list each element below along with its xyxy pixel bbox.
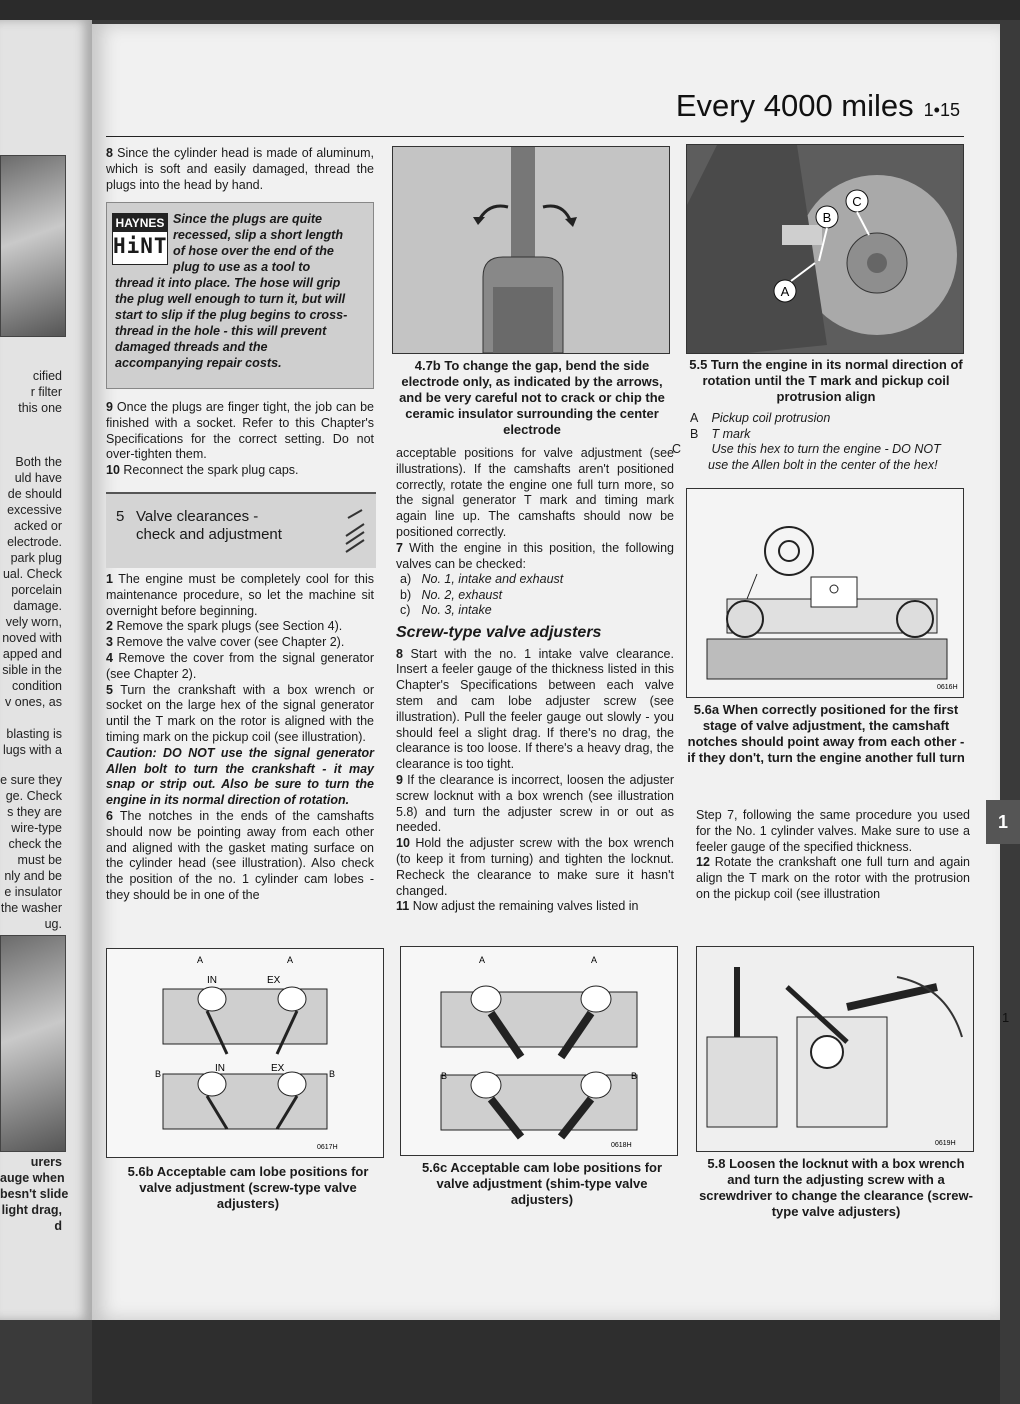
legend-text: Use this hex to turn the engine - DO NOT use the Allen bolt in the center of the hex! bbox=[708, 442, 941, 472]
prev-page-line: de should bbox=[7, 487, 62, 501]
prev-page-line: light drag, bbox=[1, 1203, 62, 1217]
step-number: 1 bbox=[106, 572, 113, 586]
paragraph: Once the plugs are finger tight, the job can be finished with a socket. Refer to this Chapter's Specifications for the correct setting. Do not over-tighten them. bbox=[106, 400, 374, 462]
legend-key: B bbox=[690, 426, 699, 441]
prev-page-line: porcelain bbox=[11, 583, 62, 597]
paragraph: Start with the no. 1 intake valve clearance. Insert a feeler gauge of the thickness listed in this Chapter's Specifications between each valve stem and cam lobe adjuster screw (see illustration). Pull the feeler gauge out slowly - you should feel a slight drag. If there's no drag, the clearance is too loose. If there's a heavy drag, the clearance is too tight. bbox=[396, 646, 674, 772]
paragraph: With the engine in this position, the following valves can be checked: bbox=[396, 540, 674, 571]
locknut-adjustment-illustration bbox=[697, 947, 973, 1151]
hint-line: thread in the hole - this will prevent bbox=[115, 324, 327, 338]
section-heading-box bbox=[106, 492, 376, 568]
hint-line: damaged threads and the bbox=[115, 340, 268, 354]
legend-text: T mark bbox=[711, 426, 751, 441]
figure-5-5-signal-generator bbox=[686, 144, 964, 354]
fig-label: A bbox=[591, 955, 598, 965]
prev-page-line: this one bbox=[18, 401, 62, 415]
prev-page-line: electrode. bbox=[7, 535, 62, 549]
header-rule bbox=[106, 136, 964, 137]
step-number: 12 bbox=[696, 855, 710, 870]
prev-page-line: ge. Check bbox=[5, 789, 62, 803]
prev-page-line: sible in the bbox=[2, 663, 62, 677]
figure-5-8-caption: 5.8 Loosen the locknut with a box wrench and turn the adjusting screw with a screwdriver to change the clearance (screw-type valve adjusters) bbox=[699, 1156, 973, 1219]
figure-5-6c bbox=[400, 946, 678, 1156]
prev-page-line: condition bbox=[11, 679, 62, 693]
prev-page-line: s they are bbox=[7, 805, 62, 819]
list-item: No. 1, intake and exhaust bbox=[421, 572, 564, 587]
prev-text-block-4 bbox=[0, 772, 62, 932]
chapter-tab: 1 bbox=[986, 800, 1020, 844]
page-header bbox=[676, 88, 960, 124]
list-item: No. 3, intake bbox=[421, 603, 492, 618]
paragraph: Step 7, following the same procedure you used for the No. 1 cylinder valves. Make sure to use a feeler gauge of the specified thickness. bbox=[696, 808, 970, 854]
hint-text bbox=[115, 211, 363, 371]
fig-label: IN bbox=[207, 975, 217, 986]
step-number: 9 bbox=[106, 400, 113, 414]
camshaft-diagram bbox=[687, 489, 963, 697]
paragraph: If the clearance is incorrect, loosen the adjuster screw locknut with a box wrench (see illustration 5.8) and turn the adjuster screw in or out as needed. bbox=[396, 773, 674, 835]
hint-line: plug to use as a tool to bbox=[173, 260, 311, 274]
fig-label-a: A bbox=[780, 284, 790, 299]
col1-intro bbox=[106, 146, 374, 193]
step-number: 8 bbox=[106, 146, 113, 160]
figure-5-6a-caption: 5.6a When correctly positioned for the first stage of valve adjustment, the camshaft notches should point away from each other - if they don't, turn the engine another full turn bbox=[687, 702, 965, 765]
figure-5-6b-caption: 5.6b Acceptable cam lobe positions for valve adjustment (screw-type valve adjusters) bbox=[127, 1164, 369, 1211]
hint-line: recessed, slip a short length bbox=[173, 228, 344, 242]
prev-page-line: d bbox=[54, 1219, 62, 1233]
manual-page bbox=[92, 24, 1000, 1320]
fig-label: A bbox=[287, 955, 294, 965]
prev-page-photo-2 bbox=[0, 935, 66, 1152]
scan-border-bottom bbox=[92, 1320, 1000, 1404]
figure-code: 0619H bbox=[935, 1140, 956, 1147]
prev-page-line: e sure they bbox=[0, 773, 62, 787]
hint-badge-bottom: HiNT bbox=[113, 234, 168, 258]
prev-page-line: wire-type bbox=[11, 821, 62, 835]
prev-text-block-1 bbox=[0, 368, 62, 416]
prev-page-line: the washer bbox=[0, 901, 62, 915]
step-number: 7 bbox=[396, 540, 403, 555]
hint-badge-top: HAYNES bbox=[113, 214, 167, 232]
hint-line: the plug well enough to turn it, but will bbox=[115, 292, 346, 306]
figure-code: 0618H bbox=[611, 1142, 632, 1149]
paragraph: The engine must be completely cool for this maintenance procedure, so let the machine sit overnight before beginning. bbox=[106, 572, 374, 618]
haynes-hint-box bbox=[106, 202, 374, 389]
paragraph: acceptable positions for valve adjustment (see illustrations). If the camshafts aren't positioned correctly, rotate the engine one full turn more, so the signal generator T mark and timing mark again line up. The camshafts should now be positioned correctly. bbox=[396, 446, 674, 539]
list-key: a) bbox=[400, 572, 412, 587]
step-number: 10 bbox=[396, 836, 410, 851]
col3-text bbox=[696, 808, 970, 903]
step-number: 6 bbox=[106, 808, 113, 823]
signal-generator-photo bbox=[687, 145, 963, 353]
previous-page-fragment bbox=[0, 20, 92, 1320]
page-title: Every 4000 miles bbox=[675, 88, 914, 123]
step-number: 4 bbox=[106, 650, 113, 665]
figure-5-5-legend bbox=[672, 411, 962, 473]
fig-label: B bbox=[155, 1069, 162, 1079]
fig-label: IN bbox=[215, 1063, 225, 1074]
prev-page-line: acked or bbox=[14, 519, 62, 533]
paragraph: Remove the valve cover (see Chapter 2). bbox=[116, 635, 345, 650]
hint-line: of hose over the end of the bbox=[173, 244, 334, 258]
prev-page-line: r filter bbox=[30, 385, 62, 399]
prev-page-line: ug. bbox=[44, 917, 62, 931]
section-title-line1: Valve clearances - bbox=[136, 508, 259, 525]
fig-label-b: B bbox=[822, 210, 832, 225]
step-number: 8 bbox=[396, 646, 403, 661]
caution-text: Caution: DO NOT use the signal generator Allen bolt to turn the crankshaft - it may snap or strip out. Also be sure to turn the engine in its normal direction of rotation. bbox=[106, 745, 374, 808]
prev-page-line: Both the bbox=[15, 455, 62, 469]
prev-page-line: v ones, as bbox=[5, 695, 62, 709]
cam-lobe-shim-diagram bbox=[401, 947, 677, 1155]
paragraph: Turn the crankshaft with a box wrench or socket on the large hex of the signal generator until the T mark on the rotor is aligned with the timing mark on the pickup coil (see illustration). bbox=[106, 682, 374, 744]
paragraph: The notches in the ends of the camshafts should now be pointing away from each other and aligned with the gasket mating surface on the cylinder head (see illustration). Also check the position of the no. 1 cylinder cam lobes - they should be in one of the bbox=[106, 808, 375, 902]
scan-border-top bbox=[0, 0, 1020, 20]
figure-4-7b-spark-plug bbox=[392, 146, 670, 354]
prev-page-photo-1 bbox=[0, 155, 66, 337]
prev-page-line: blasting is bbox=[6, 727, 62, 741]
list-key: c) bbox=[400, 603, 411, 618]
prev-page-line: ual. Check bbox=[2, 567, 62, 581]
subheading: Screw-type valve adjusters bbox=[396, 623, 602, 641]
prev-page-line: urers bbox=[30, 1155, 62, 1169]
page-number: 1•15 bbox=[923, 100, 960, 120]
difficulty-icon bbox=[342, 504, 368, 558]
figure-code: 0617H bbox=[317, 1144, 338, 1151]
step-number: 9 bbox=[396, 773, 403, 788]
prev-page-line: vely worn, bbox=[5, 615, 62, 629]
fig-label: A bbox=[197, 955, 204, 965]
fig-label-c: C bbox=[852, 194, 862, 209]
prev-page-line: check the bbox=[8, 837, 62, 851]
step-number: 10 bbox=[106, 463, 120, 478]
step-number: 2 bbox=[106, 619, 113, 634]
paragraph: Remove the cover from the signal generator (see Chapter 2). bbox=[106, 650, 374, 681]
step-number: 5 bbox=[106, 682, 113, 697]
figure-5-5-caption: 5.5 Turn the engine in its normal direction of rotation until the T mark and pickup coil protrusion align bbox=[689, 357, 963, 404]
fig-label: B bbox=[441, 1071, 448, 1081]
section-number: 5 bbox=[116, 508, 125, 525]
prev-page-line: park plug bbox=[10, 551, 62, 565]
prev-text-block-5 bbox=[0, 1154, 69, 1234]
section-title-line2: check and adjustment bbox=[136, 526, 282, 543]
figure-5-8 bbox=[696, 946, 974, 1152]
hint-line: start to slip if the plug begins to cross- bbox=[115, 308, 348, 322]
prev-page-line: e insulator bbox=[4, 885, 62, 899]
prev-page-line: damage. bbox=[13, 599, 62, 613]
paragraph: Reconnect the spark plug caps. bbox=[123, 463, 299, 478]
prev-page-line: nly and be bbox=[4, 869, 62, 883]
hint-line: Since the plugs are quite bbox=[173, 212, 323, 226]
prev-page-line: besn't slide bbox=[0, 1187, 69, 1201]
fig-label: B bbox=[631, 1071, 638, 1081]
prev-text-block-3 bbox=[0, 726, 62, 758]
prev-page-line: lugs with a bbox=[2, 743, 62, 757]
legend-key: A bbox=[690, 411, 699, 425]
prev-page-line: excessive bbox=[7, 503, 62, 517]
prev-page-line: noved with bbox=[2, 631, 62, 645]
spark-plug-illustration bbox=[393, 147, 669, 353]
prev-page-line: apped and bbox=[2, 647, 62, 661]
paragraph: Now adjust the remaining valves listed in bbox=[412, 899, 639, 914]
prev-page-line: auge when bbox=[0, 1171, 65, 1185]
hint-line: accompanying repair costs. bbox=[115, 356, 282, 370]
step-number: 3 bbox=[106, 635, 113, 650]
legend-key: C bbox=[672, 442, 682, 456]
legend-text: Pickup coil protrusion bbox=[711, 411, 831, 425]
step-number: 11 bbox=[396, 899, 410, 914]
paragraph: Rotate the crankshaft one full turn and again align the T mark on the rotor with the protrusion on the pickup coil (see illustration bbox=[696, 855, 970, 901]
col1-steps bbox=[106, 572, 374, 904]
cam-lobe-screw-diagram bbox=[107, 949, 383, 1157]
prev-page-line: cified bbox=[32, 369, 62, 383]
list-key: b) bbox=[400, 587, 412, 602]
fig-label: B bbox=[329, 1069, 336, 1079]
fig-label: A bbox=[479, 955, 486, 965]
paragraph: Hold the adjuster screw with the box wrench (to keep it from turning) and tighten the locknut. Recheck the clearance to make sure it hasn't changed. bbox=[396, 836, 674, 898]
col1-steps-9-10 bbox=[106, 400, 374, 479]
side-marker: 1 bbox=[1002, 1010, 1010, 1025]
col2-text bbox=[396, 446, 674, 915]
fig-label: EX bbox=[271, 1063, 285, 1074]
figure-5-6c-caption: 5.6c Acceptable cam lobe positions for valve adjustment (shim-type valve adjusters) bbox=[421, 1160, 663, 1207]
figure-5-6b bbox=[106, 948, 384, 1158]
hint-line: thread it into place. The hose will grip bbox=[115, 276, 341, 290]
paragraph: Since the cylinder head is made of aluminum, which is soft and easily damaged, thread the plugs into the head by hand. bbox=[106, 146, 375, 192]
prev-page-line: uld have bbox=[14, 471, 62, 485]
prev-page-line: must be bbox=[17, 853, 62, 867]
prev-text-block-2 bbox=[0, 454, 62, 710]
figure-4-7b-caption: 4.7b To change the gap, bend the side electrode only, as indicated by the arrows, and be very careful not to crack or chip the ceramic insulator surrounding the center electrode bbox=[399, 358, 665, 437]
figure-5-6a-camshaft bbox=[686, 488, 964, 698]
fig-label: EX bbox=[267, 975, 281, 986]
figure-code: 0616H bbox=[937, 684, 958, 691]
paragraph: Remove the spark plugs (see Section 4). bbox=[116, 619, 343, 634]
list-item: No. 2, exhaust bbox=[421, 587, 503, 602]
